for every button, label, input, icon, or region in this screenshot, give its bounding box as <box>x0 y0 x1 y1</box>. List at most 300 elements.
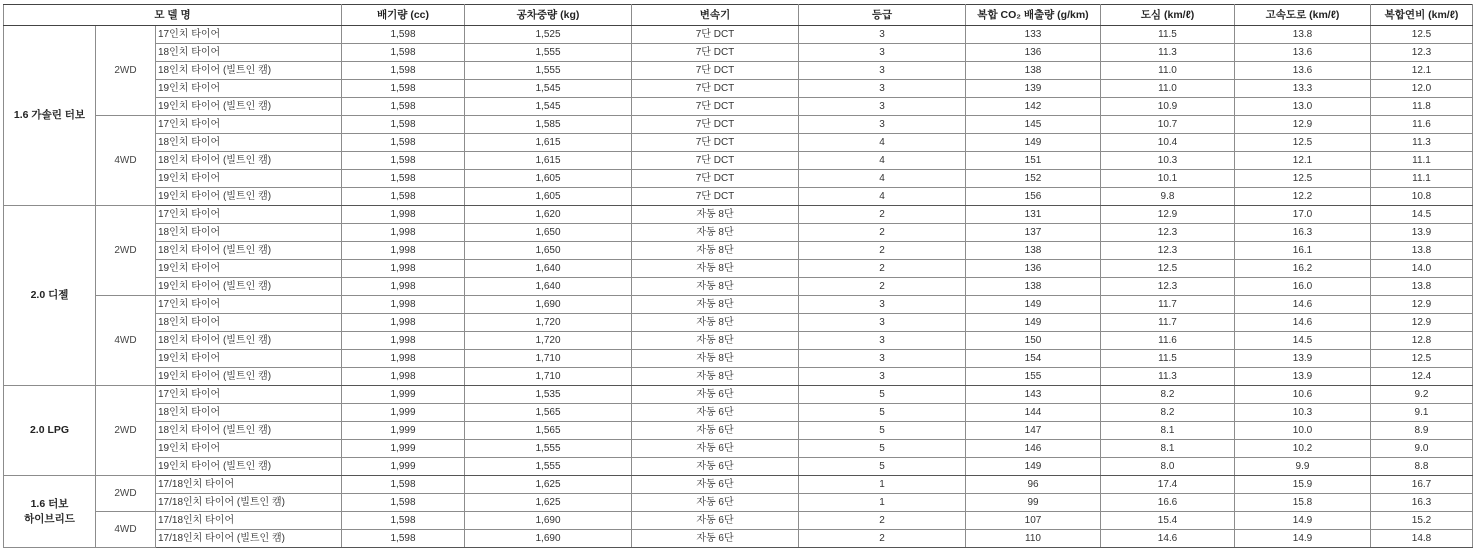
transmission-cell: 자동 6단 <box>632 494 799 512</box>
header-transmission: 변속기 <box>632 5 799 26</box>
grade-cell: 2 <box>799 278 966 296</box>
grade-cell: 1 <box>799 476 966 494</box>
transmission-cell: 7단 DCT <box>632 134 799 152</box>
table-row <box>4 80 1473 98</box>
co2-cell: 136 <box>966 260 1101 278</box>
highway-cell: 13.9 <box>1235 368 1371 386</box>
table-row <box>4 278 1473 296</box>
transmission-cell: 자동 6단 <box>632 440 799 458</box>
curb-weight-cell: 1,690 <box>465 530 632 548</box>
city-cell: 11.0 <box>1101 62 1235 80</box>
table-row <box>4 170 1473 188</box>
displacement-cell: 1,598 <box>342 188 465 206</box>
co2-cell: 138 <box>966 278 1101 296</box>
city-cell: 8.2 <box>1101 404 1235 422</box>
co2-cell: 137 <box>966 224 1101 242</box>
drive-label: 4WD <box>96 296 156 386</box>
combined-cell: 12.5 <box>1371 350 1473 368</box>
co2-cell: 149 <box>966 134 1101 152</box>
transmission-cell: 자동 6단 <box>632 458 799 476</box>
displacement-cell: 1,998 <box>342 314 465 332</box>
transmission-cell: 자동 8단 <box>632 332 799 350</box>
grade-cell: 5 <box>799 458 966 476</box>
transmission-cell: 자동 8단 <box>632 278 799 296</box>
grade-cell: 3 <box>799 116 966 134</box>
displacement-cell: 1,998 <box>342 224 465 242</box>
grade-cell: 3 <box>799 296 966 314</box>
city-cell: 14.6 <box>1101 530 1235 548</box>
transmission-cell: 7단 DCT <box>632 44 799 62</box>
city-cell: 11.5 <box>1101 350 1235 368</box>
highway-cell: 16.2 <box>1235 260 1371 278</box>
highway-cell: 13.0 <box>1235 98 1371 116</box>
highway-cell: 16.3 <box>1235 224 1371 242</box>
tire-cell: 19인치 타이어 <box>156 170 342 188</box>
city-cell: 8.1 <box>1101 440 1235 458</box>
grade-cell: 4 <box>799 170 966 188</box>
grade-cell: 4 <box>799 188 966 206</box>
grade-cell: 3 <box>799 332 966 350</box>
displacement-cell: 1,598 <box>342 80 465 98</box>
curb-weight-cell: 1,545 <box>465 98 632 116</box>
curb-weight-cell: 1,555 <box>465 44 632 62</box>
combined-cell: 11.6 <box>1371 116 1473 134</box>
co2-cell: 152 <box>966 170 1101 188</box>
co2-cell: 146 <box>966 440 1101 458</box>
co2-cell: 151 <box>966 152 1101 170</box>
grade-cell: 4 <box>799 152 966 170</box>
curb-weight-cell: 1,525 <box>465 26 632 44</box>
city-cell: 8.0 <box>1101 458 1235 476</box>
header-co2: 복합 CO₂ 배출량 (g/km) <box>966 5 1101 26</box>
transmission-cell: 자동 8단 <box>632 206 799 224</box>
grade-cell: 3 <box>799 368 966 386</box>
co2-cell: 131 <box>966 206 1101 224</box>
curb-weight-cell: 1,555 <box>465 440 632 458</box>
displacement-cell: 1,999 <box>342 440 465 458</box>
combined-cell: 11.8 <box>1371 98 1473 116</box>
tire-cell: 19인치 타이어 (빌트인 캠) <box>156 98 342 116</box>
tire-cell: 18인치 타이어 (빌트인 캠) <box>156 332 342 350</box>
city-cell: 12.9 <box>1101 206 1235 224</box>
table-row <box>4 224 1473 242</box>
curb-weight-cell: 1,640 <box>465 278 632 296</box>
displacement-cell: 1,998 <box>342 278 465 296</box>
curb-weight-cell: 1,585 <box>465 116 632 134</box>
tire-cell: 18인치 타이어 <box>156 134 342 152</box>
transmission-cell: 7단 DCT <box>632 152 799 170</box>
combined-cell: 8.8 <box>1371 458 1473 476</box>
curb-weight-cell: 1,565 <box>465 404 632 422</box>
drive-label: 2WD <box>96 476 156 512</box>
combined-cell: 9.2 <box>1371 386 1473 404</box>
city-cell: 11.7 <box>1101 314 1235 332</box>
highway-cell: 13.6 <box>1235 44 1371 62</box>
grade-cell: 4 <box>799 134 966 152</box>
curb-weight-cell: 1,650 <box>465 224 632 242</box>
displacement-cell: 1,598 <box>342 530 465 548</box>
curb-weight-cell: 1,615 <box>465 152 632 170</box>
highway-cell: 13.6 <box>1235 62 1371 80</box>
curb-weight-cell: 1,555 <box>465 458 632 476</box>
city-cell: 10.9 <box>1101 98 1235 116</box>
city-cell: 12.5 <box>1101 260 1235 278</box>
grade-cell: 3 <box>799 62 966 80</box>
transmission-cell: 7단 DCT <box>632 62 799 80</box>
transmission-cell: 자동 8단 <box>632 314 799 332</box>
tire-cell: 18인치 타이어 <box>156 404 342 422</box>
grade-cell: 5 <box>799 386 966 404</box>
grade-cell: 2 <box>799 512 966 530</box>
city-cell: 11.3 <box>1101 44 1235 62</box>
highway-cell: 13.3 <box>1235 80 1371 98</box>
displacement-cell: 1,998 <box>342 296 465 314</box>
co2-cell: 149 <box>966 314 1101 332</box>
table-row <box>4 530 1473 548</box>
displacement-cell: 1,999 <box>342 386 465 404</box>
city-cell: 11.6 <box>1101 332 1235 350</box>
table-row <box>4 242 1473 260</box>
header-combined: 복합연비 (km/ℓ) <box>1371 5 1473 26</box>
highway-cell: 9.9 <box>1235 458 1371 476</box>
table-row <box>4 62 1473 80</box>
table-row <box>4 152 1473 170</box>
engine-label: 1.6 가솔린 터보 <box>4 26 96 206</box>
grade-cell: 3 <box>799 314 966 332</box>
displacement-cell: 1,598 <box>342 170 465 188</box>
tire-cell: 19인치 타이어 (빌트인 캠) <box>156 278 342 296</box>
table-row <box>4 368 1473 386</box>
table-row <box>4 188 1473 206</box>
curb-weight-cell: 1,690 <box>465 512 632 530</box>
highway-cell: 14.6 <box>1235 314 1371 332</box>
transmission-cell: 자동 8단 <box>632 350 799 368</box>
transmission-cell: 자동 8단 <box>632 242 799 260</box>
transmission-cell: 자동 6단 <box>632 530 799 548</box>
drive-label: 2WD <box>96 26 156 116</box>
drive-label: 4WD <box>96 512 156 548</box>
table-row <box>4 314 1473 332</box>
highway-cell: 10.6 <box>1235 386 1371 404</box>
table-row <box>4 386 1473 404</box>
transmission-cell: 자동 6단 <box>632 476 799 494</box>
combined-cell: 11.3 <box>1371 134 1473 152</box>
co2-cell: 150 <box>966 332 1101 350</box>
city-cell: 11.7 <box>1101 296 1235 314</box>
drive-label: 2WD <box>96 386 156 476</box>
highway-cell: 10.2 <box>1235 440 1371 458</box>
grade-cell: 3 <box>799 80 966 98</box>
displacement-cell: 1,998 <box>342 332 465 350</box>
city-cell: 10.3 <box>1101 152 1235 170</box>
city-cell: 11.0 <box>1101 80 1235 98</box>
co2-cell: 139 <box>966 80 1101 98</box>
tire-cell: 19인치 타이어 <box>156 80 342 98</box>
table-row <box>4 296 1473 314</box>
tire-cell: 18인치 타이어 <box>156 224 342 242</box>
fuel-efficiency-table <box>3 4 1473 548</box>
displacement-cell: 1,598 <box>342 98 465 116</box>
curb-weight-cell: 1,565 <box>465 422 632 440</box>
curb-weight-cell: 1,710 <box>465 368 632 386</box>
curb-weight-cell: 1,650 <box>465 242 632 260</box>
header-model: 모 델 명 <box>4 5 342 26</box>
displacement-cell: 1,598 <box>342 494 465 512</box>
tire-cell: 18인치 타이어 (빌트인 캠) <box>156 422 342 440</box>
table-row <box>4 440 1473 458</box>
table-row <box>4 422 1473 440</box>
tire-cell: 18인치 타이어 <box>156 44 342 62</box>
tire-cell: 17인치 타이어 <box>156 386 342 404</box>
co2-cell: 149 <box>966 296 1101 314</box>
co2-cell: 107 <box>966 512 1101 530</box>
co2-cell: 149 <box>966 458 1101 476</box>
transmission-cell: 자동 8단 <box>632 296 799 314</box>
combined-cell: 14.0 <box>1371 260 1473 278</box>
grade-cell: 3 <box>799 26 966 44</box>
displacement-cell: 1,998 <box>342 206 465 224</box>
co2-cell: 142 <box>966 98 1101 116</box>
highway-cell: 12.2 <box>1235 188 1371 206</box>
curb-weight-cell: 1,615 <box>465 134 632 152</box>
combined-cell: 9.0 <box>1371 440 1473 458</box>
highway-cell: 13.9 <box>1235 350 1371 368</box>
tire-cell: 17인치 타이어 <box>156 26 342 44</box>
highway-cell: 16.0 <box>1235 278 1371 296</box>
combined-cell: 12.9 <box>1371 296 1473 314</box>
tire-cell: 17/18인치 타이어 <box>156 512 342 530</box>
highway-cell: 15.8 <box>1235 494 1371 512</box>
transmission-cell: 7단 DCT <box>632 98 799 116</box>
transmission-cell: 7단 DCT <box>632 80 799 98</box>
combined-cell: 12.3 <box>1371 44 1473 62</box>
grade-cell: 5 <box>799 440 966 458</box>
co2-cell: 110 <box>966 530 1101 548</box>
header-city: 도심 (km/ℓ) <box>1101 5 1235 26</box>
city-cell: 12.3 <box>1101 242 1235 260</box>
table-row <box>4 350 1473 368</box>
table-row <box>4 476 1473 494</box>
transmission-cell: 7단 DCT <box>632 26 799 44</box>
transmission-cell: 자동 6단 <box>632 404 799 422</box>
tire-cell: 19인치 타이어 (빌트인 캠) <box>156 458 342 476</box>
co2-cell: 138 <box>966 242 1101 260</box>
co2-cell: 96 <box>966 476 1101 494</box>
curb-weight-cell: 1,720 <box>465 314 632 332</box>
grade-cell: 3 <box>799 98 966 116</box>
co2-cell: 99 <box>966 494 1101 512</box>
table-row <box>4 206 1473 224</box>
tire-cell: 19인치 타이어 <box>156 440 342 458</box>
city-cell: 10.1 <box>1101 170 1235 188</box>
curb-weight-cell: 1,545 <box>465 80 632 98</box>
tire-cell: 17인치 타이어 <box>156 116 342 134</box>
highway-cell: 14.5 <box>1235 332 1371 350</box>
grade-cell: 2 <box>799 242 966 260</box>
displacement-cell: 1,598 <box>342 512 465 530</box>
engine-label: 2.0 디젤 <box>4 206 96 386</box>
displacement-cell: 1,999 <box>342 458 465 476</box>
transmission-cell: 자동 8단 <box>632 224 799 242</box>
curb-weight-cell: 1,605 <box>465 188 632 206</box>
tire-cell: 17인치 타이어 <box>156 206 342 224</box>
table-row <box>4 260 1473 278</box>
tire-cell: 19인치 타이어 <box>156 350 342 368</box>
grade-cell: 5 <box>799 404 966 422</box>
combined-cell: 13.9 <box>1371 224 1473 242</box>
combined-cell: 10.8 <box>1371 188 1473 206</box>
displacement-cell: 1,598 <box>342 62 465 80</box>
co2-cell: 156 <box>966 188 1101 206</box>
city-cell: 8.1 <box>1101 422 1235 440</box>
header-curb-weight: 공차중량 (kg) <box>465 5 632 26</box>
curb-weight-cell: 1,605 <box>465 170 632 188</box>
highway-cell: 12.9 <box>1235 116 1371 134</box>
highway-cell: 12.1 <box>1235 152 1371 170</box>
transmission-cell: 자동 6단 <box>632 422 799 440</box>
combined-cell: 9.1 <box>1371 404 1473 422</box>
co2-cell: 136 <box>966 44 1101 62</box>
table-row <box>4 404 1473 422</box>
table-row <box>4 44 1473 62</box>
co2-cell: 155 <box>966 368 1101 386</box>
combined-cell: 14.8 <box>1371 530 1473 548</box>
transmission-cell: 7단 DCT <box>632 170 799 188</box>
table-body <box>4 26 1473 548</box>
engine-label: 1.6 터보 하이브리드 <box>4 476 96 548</box>
tire-cell: 17/18인치 타이어 <box>156 476 342 494</box>
combined-cell: 13.8 <box>1371 278 1473 296</box>
transmission-cell: 자동 8단 <box>632 260 799 278</box>
table-row <box>4 494 1473 512</box>
tire-cell: 17/18인치 타이어 (빌트인 캠) <box>156 530 342 548</box>
displacement-cell: 1,598 <box>342 116 465 134</box>
displacement-cell: 1,998 <box>342 368 465 386</box>
highway-cell: 17.0 <box>1235 206 1371 224</box>
combined-cell: 8.9 <box>1371 422 1473 440</box>
drive-label: 2WD <box>96 206 156 296</box>
city-cell: 12.3 <box>1101 278 1235 296</box>
highway-cell: 12.5 <box>1235 170 1371 188</box>
transmission-cell: 7단 DCT <box>632 116 799 134</box>
co2-cell: 144 <box>966 404 1101 422</box>
highway-cell: 14.6 <box>1235 296 1371 314</box>
table-row <box>4 26 1473 44</box>
combined-cell: 16.7 <box>1371 476 1473 494</box>
city-cell: 8.2 <box>1101 386 1235 404</box>
table-row <box>4 332 1473 350</box>
curb-weight-cell: 1,625 <box>465 494 632 512</box>
grade-cell: 2 <box>799 206 966 224</box>
city-cell: 11.5 <box>1101 26 1235 44</box>
combined-cell: 12.1 <box>1371 62 1473 80</box>
grade-cell: 3 <box>799 44 966 62</box>
highway-cell: 14.9 <box>1235 530 1371 548</box>
transmission-cell: 7단 DCT <box>632 188 799 206</box>
curb-weight-cell: 1,625 <box>465 476 632 494</box>
displacement-cell: 1,998 <box>342 260 465 278</box>
displacement-cell: 1,598 <box>342 26 465 44</box>
header-row <box>4 5 1473 26</box>
combined-cell: 12.4 <box>1371 368 1473 386</box>
table-row <box>4 134 1473 152</box>
highway-cell: 13.8 <box>1235 26 1371 44</box>
displacement-cell: 1,999 <box>342 422 465 440</box>
displacement-cell: 1,999 <box>342 404 465 422</box>
header-grade: 등급 <box>799 5 966 26</box>
curb-weight-cell: 1,640 <box>465 260 632 278</box>
grade-cell: 2 <box>799 260 966 278</box>
co2-cell: 154 <box>966 350 1101 368</box>
tire-cell: 19인치 타이어 (빌트인 캠) <box>156 368 342 386</box>
combined-cell: 11.1 <box>1371 152 1473 170</box>
grade-cell: 2 <box>799 530 966 548</box>
curb-weight-cell: 1,710 <box>465 350 632 368</box>
city-cell: 15.4 <box>1101 512 1235 530</box>
table-row <box>4 116 1473 134</box>
displacement-cell: 1,998 <box>342 242 465 260</box>
co2-cell: 145 <box>966 116 1101 134</box>
highway-cell: 10.3 <box>1235 404 1371 422</box>
combined-cell: 16.3 <box>1371 494 1473 512</box>
co2-cell: 133 <box>966 26 1101 44</box>
table-row <box>4 512 1473 530</box>
combined-cell: 12.0 <box>1371 80 1473 98</box>
co2-cell: 147 <box>966 422 1101 440</box>
city-cell: 17.4 <box>1101 476 1235 494</box>
combined-cell: 13.8 <box>1371 242 1473 260</box>
co2-cell: 138 <box>966 62 1101 80</box>
grade-cell: 5 <box>799 422 966 440</box>
displacement-cell: 1,598 <box>342 44 465 62</box>
highway-cell: 14.9 <box>1235 512 1371 530</box>
transmission-cell: 자동 6단 <box>632 386 799 404</box>
curb-weight-cell: 1,535 <box>465 386 632 404</box>
displacement-cell: 1,998 <box>342 350 465 368</box>
grade-cell: 3 <box>799 350 966 368</box>
transmission-cell: 자동 6단 <box>632 512 799 530</box>
grade-cell: 1 <box>799 494 966 512</box>
table-row <box>4 458 1473 476</box>
combined-cell: 12.8 <box>1371 332 1473 350</box>
table-row <box>4 98 1473 116</box>
displacement-cell: 1,598 <box>342 134 465 152</box>
tire-cell: 18인치 타이어 (빌트인 캠) <box>156 62 342 80</box>
highway-cell: 16.1 <box>1235 242 1371 260</box>
tire-cell: 19인치 타이어 (빌트인 캠) <box>156 188 342 206</box>
tire-cell: 18인치 타이어 (빌트인 캠) <box>156 152 342 170</box>
combined-cell: 11.1 <box>1371 170 1473 188</box>
city-cell: 12.3 <box>1101 224 1235 242</box>
drive-label: 4WD <box>96 116 156 206</box>
combined-cell: 14.5 <box>1371 206 1473 224</box>
highway-cell: 15.9 <box>1235 476 1371 494</box>
curb-weight-cell: 1,555 <box>465 62 632 80</box>
curb-weight-cell: 1,720 <box>465 332 632 350</box>
co2-cell: 143 <box>966 386 1101 404</box>
highway-cell: 10.0 <box>1235 422 1371 440</box>
engine-label: 2.0 LPG <box>4 386 96 476</box>
curb-weight-cell: 1,620 <box>465 206 632 224</box>
city-cell: 16.6 <box>1101 494 1235 512</box>
tire-cell: 17인치 타이어 <box>156 296 342 314</box>
grade-cell: 2 <box>799 224 966 242</box>
city-cell: 10.7 <box>1101 116 1235 134</box>
combined-cell: 12.5 <box>1371 26 1473 44</box>
city-cell: 9.8 <box>1101 188 1235 206</box>
highway-cell: 12.5 <box>1235 134 1371 152</box>
displacement-cell: 1,598 <box>342 476 465 494</box>
